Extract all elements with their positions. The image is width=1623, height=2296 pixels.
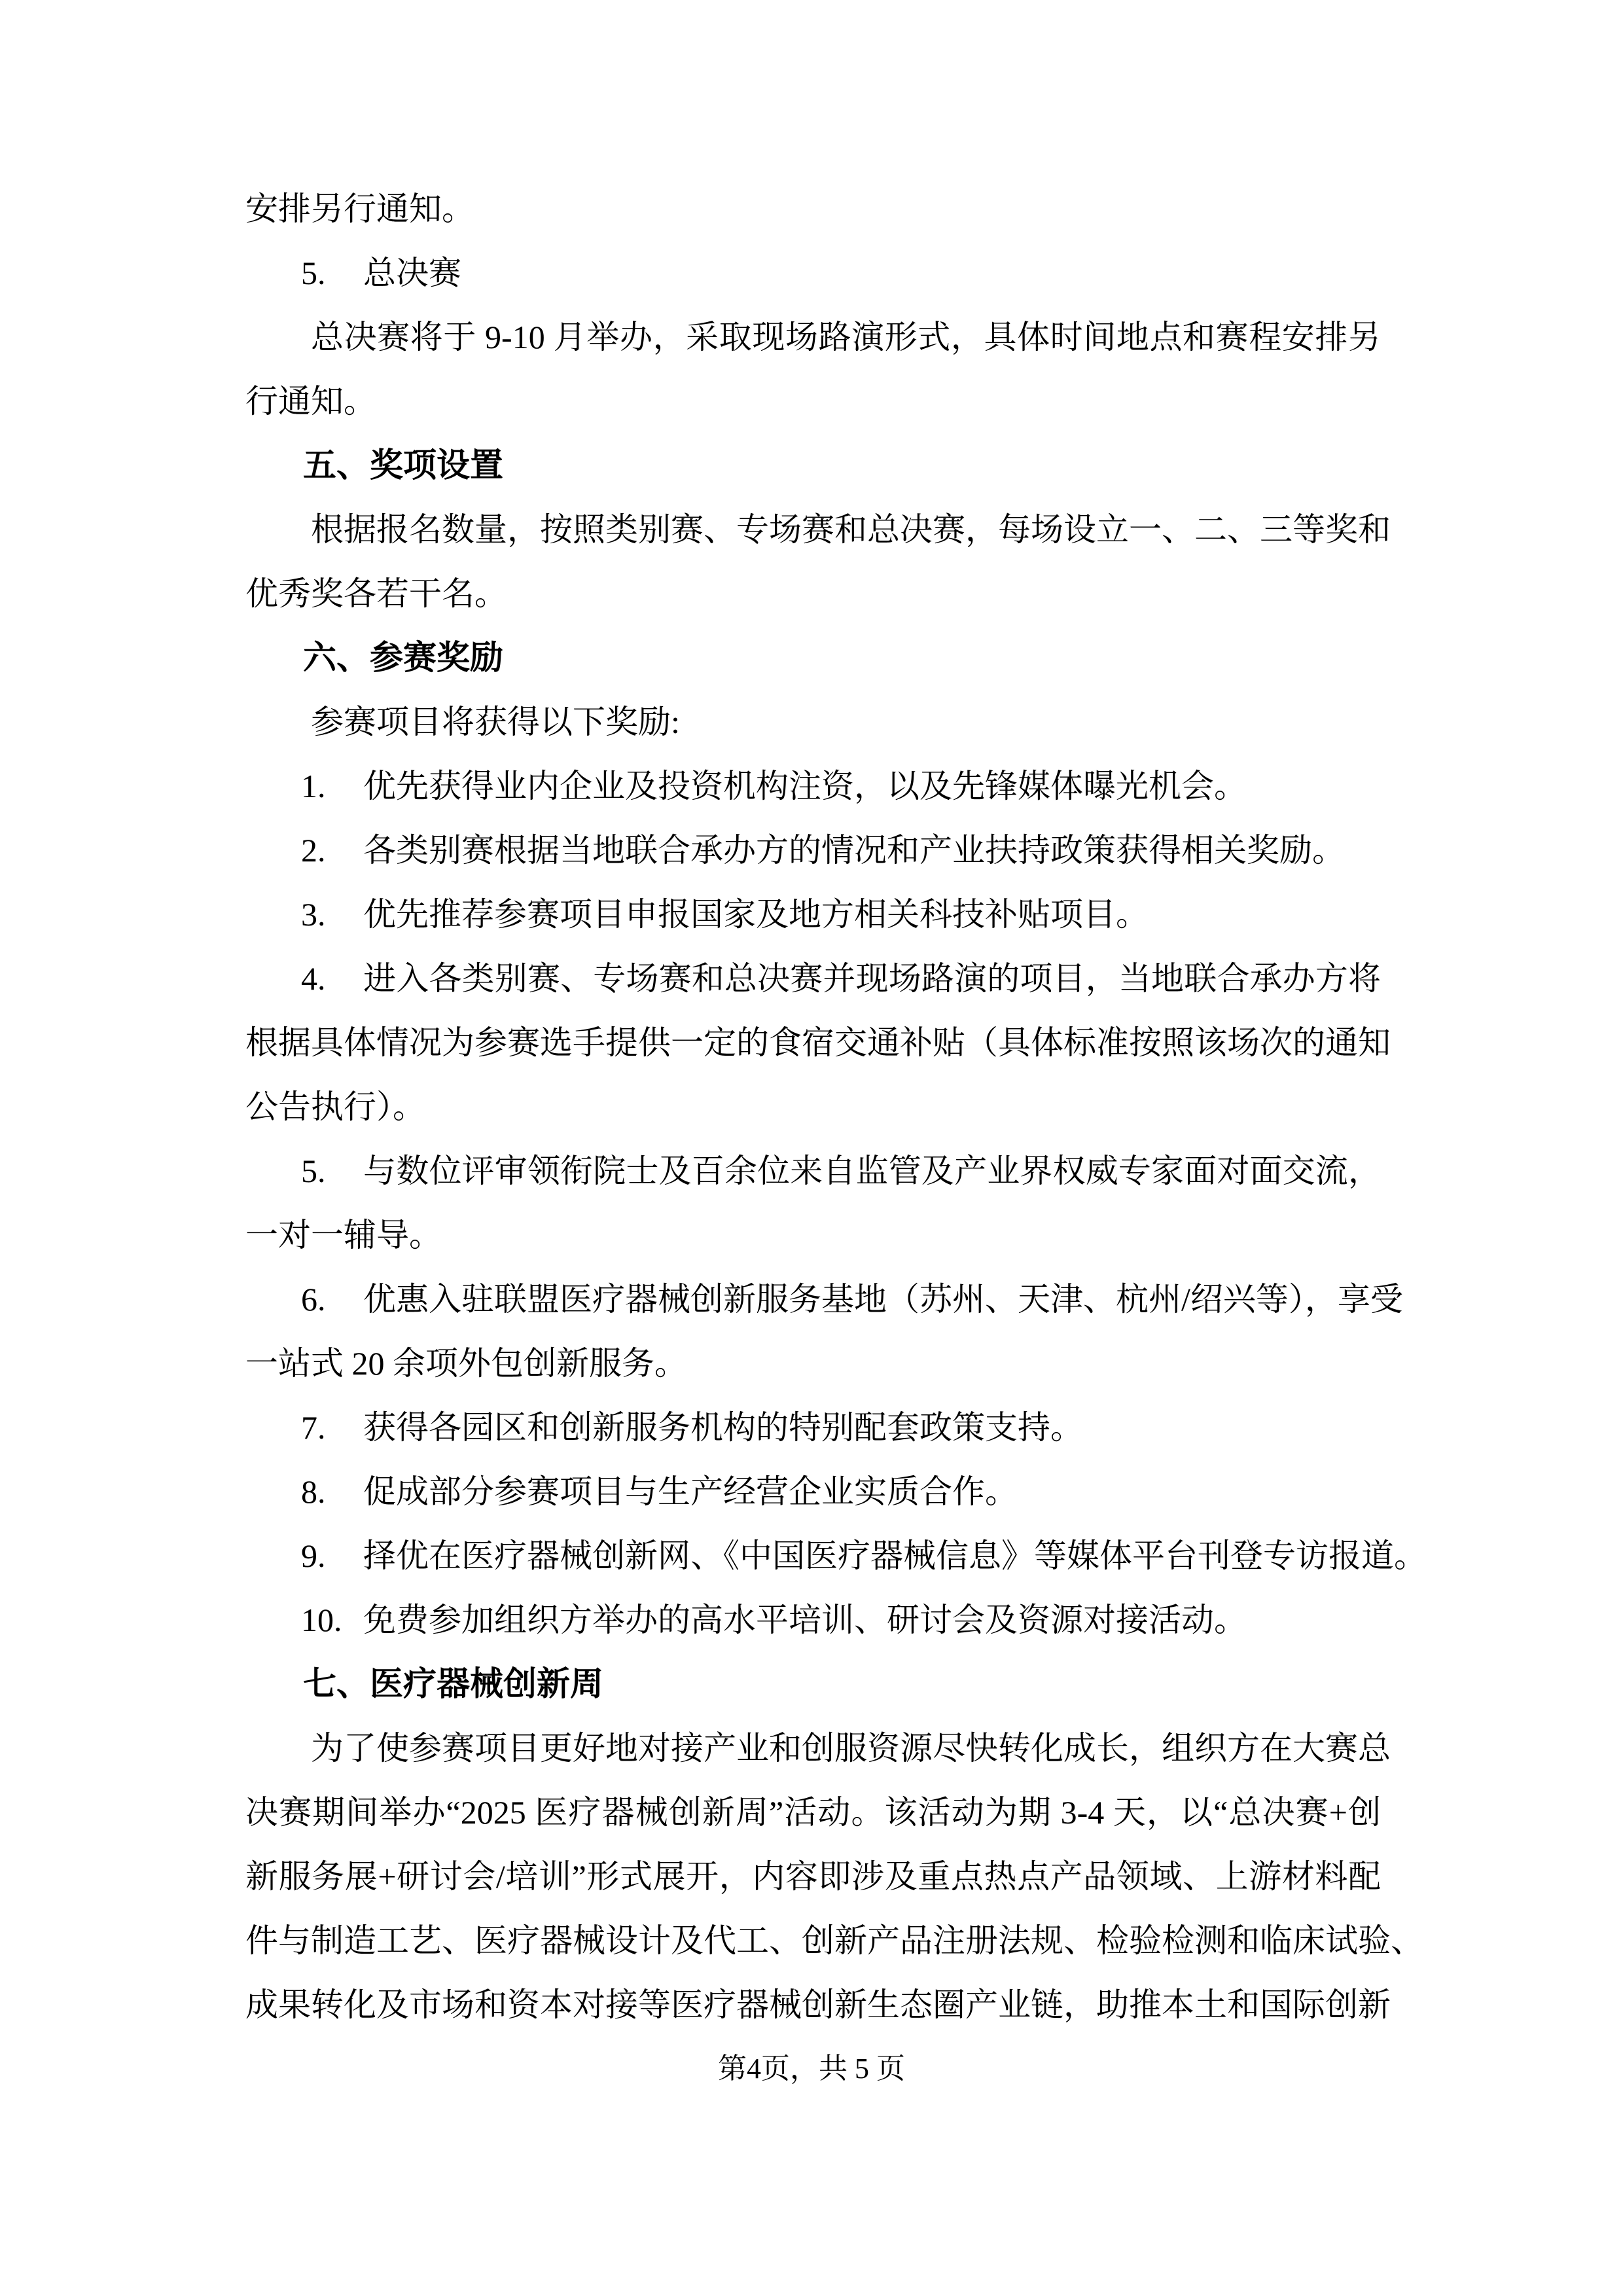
- paragraph-line: 总决赛将于 9-10 月举办，采取现场路演形式，具体时间地点和赛程安排另: [311, 319, 1381, 355]
- paragraph-line: 成果转化及市场和资本对接等医疗器械创新生态圈产业链，助推本土和国际创新: [245, 1986, 1391, 2023]
- section-heading: 七、医疗器械创新周: [303, 1665, 604, 1702]
- list-item: [245, 754, 1381, 818]
- list-item-text: 总决赛: [363, 255, 461, 291]
- list-item-text: 促成部分参赛项目与生产经营企业实质合作。: [363, 1473, 1018, 1510]
- list-item: [245, 1460, 1381, 1524]
- list-number: 9.: [301, 1537, 326, 1574]
- list-item: [245, 241, 1381, 305]
- list-number: 5.: [301, 1153, 326, 1189]
- list-item-text: 与数位评审领衔院士及百余位来自监管及产业界权威专家面对面交流，: [363, 1153, 1381, 1189]
- list-number: 3.: [301, 896, 326, 933]
- paragraph-line: 决赛期间举办“2025 医疗器械创新周”活动。该活动为期 3-4 天，以“总决赛+创: [245, 1794, 1381, 1831]
- paragraph-line: 件与制造工艺、医疗器械设计及代工、创新产品注册法规、检验检测和临床试验、: [245, 1922, 1423, 1959]
- paragraph-line: 新服务展+研讨会/培训”形式展开，内容即涉及重点热点产品领域、上游材料配: [245, 1858, 1381, 1895]
- list-number: 7.: [301, 1409, 326, 1446]
- paragraph-line: 公告执行）。: [245, 1088, 425, 1125]
- paragraph-line: 一对一辅导。: [245, 1217, 442, 1253]
- list-item-text: 优惠入驻联盟医疗器械创新服务基地（苏州、天津、杭州/绍兴等），享受: [363, 1281, 1403, 1318]
- list-item-text: 免费参加组织方举办的高水平培训、研讨会及资源对接活动。: [363, 1602, 1247, 1638]
- list-number: 6.: [301, 1281, 326, 1318]
- page-footer: 第4页，共 5 页: [718, 2053, 905, 2085]
- list-item: [245, 946, 1381, 1011]
- list-number: 10.: [301, 1602, 342, 1638]
- paragraph-line: 根据报名数量，按照类别赛、专场赛和总决赛，每场设立一、二、三等奖和: [311, 511, 1391, 548]
- list-number: 4.: [301, 960, 326, 997]
- list-item-text: 各类别赛根据当地联合承办方的情况和产业扶持政策获得相关奖励。: [363, 832, 1345, 869]
- list-item-text: 获得各园区和创新服务机构的特别配套政策支持。: [363, 1409, 1083, 1446]
- paragraph-line: 一站式 20 余项外包创新服务。: [245, 1345, 687, 1382]
- list-item: [245, 882, 1381, 946]
- list-item: [245, 1139, 1381, 1203]
- list-item: [245, 818, 1381, 882]
- list-item-text: 进入各类别赛、专场赛和总决赛并现场路演的项目，当地联合承办方将: [363, 960, 1381, 997]
- paragraph-line: 安排另行通知。: [245, 190, 474, 227]
- list-number: 5.: [301, 255, 326, 291]
- paragraph-line: 优秀奖各若干名。: [245, 575, 507, 612]
- list-item-text: 优先获得业内企业及投资机构注资，以及先锋媒体曝光机会。: [363, 768, 1247, 804]
- document-body: [245, 177, 1427, 2037]
- list-item: [245, 1395, 1381, 1460]
- list-item: [245, 1267, 1403, 1331]
- paragraph-line: 行通知。: [245, 383, 376, 420]
- list-item: [245, 1524, 1427, 1588]
- list-number: 2.: [301, 832, 326, 869]
- list-item-text: 择优在医疗器械创新网、《中国医疗器械信息》等媒体平台刊登专访报道。: [363, 1537, 1427, 1574]
- list-item: [245, 1588, 1381, 1652]
- paragraph-line: 根据具体情况为参赛选手提供一定的食宿交通补贴（具体标准按照该场次的通知: [245, 1024, 1391, 1061]
- paragraph-line: 参赛项目将获得以下奖励:: [311, 704, 680, 740]
- list-number: 8.: [301, 1473, 326, 1510]
- paragraph-line: 为了使参赛项目更好地对接产业和创服资源尽快转化成长，组织方在大赛总: [311, 1730, 1391, 1767]
- list-item-text: 优先推荐参赛项目申报国家及地方相关科技补贴项目。: [363, 896, 1149, 933]
- list-number: 1.: [301, 768, 326, 804]
- section-heading: 六、参赛奖励: [303, 639, 504, 676]
- section-heading: 五、奖项设置: [303, 446, 504, 484]
